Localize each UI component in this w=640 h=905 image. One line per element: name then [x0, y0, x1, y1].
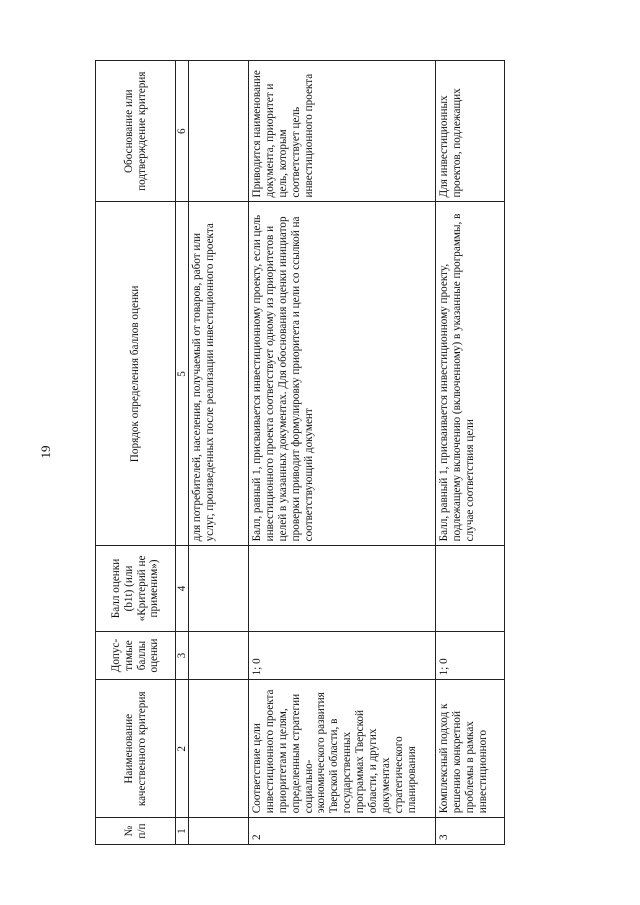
row-allowed-scores: 1; 0: [436, 631, 505, 680]
row-criterion-name: Комплексный подход к решению конкретной проблемы в рамках инвестиционного: [436, 680, 505, 818]
column-number: 2: [176, 680, 189, 818]
column-number: 3: [176, 631, 189, 680]
page-number: 19: [38, 445, 53, 459]
row-justification: Приводится наименование документа, приоритет и цель, которым соответствует цель инвестиционного проекта: [249, 61, 436, 202]
column-number: 5: [176, 202, 189, 546]
row-procedure: Балл, равный 1, присваивается инвестиционному проекту, если цель инвестиционного проекта соответствует одному из приоритетов и целей в указанных документах. Для обоснования оценки инициатор проверки приводит формулировку приоритета и цели со ссылкой на соответствующий документ: [249, 202, 436, 546]
row-score: [436, 546, 505, 631]
row-num: [189, 818, 249, 845]
column-number: 1: [176, 818, 189, 845]
table-row: [249, 61, 436, 845]
row-procedure: Балл, равный 1, присваивается инвестиционному проекту, подлежащему включению (включенному) в указанные программы, в случае соответствия цели: [436, 202, 505, 546]
row-criterion-name: Соответствие цели инвестиционного проекта приоритетам и целям, определенным стратегии социально-экономического развития Тверской области, в государственных программах Тверской области, и других документах стратегического планирования: [249, 680, 436, 818]
row-procedure: для потребителей, населения, получаемый от товаров, работ или услуг, произведенных после реализации инвестиционного проекта: [189, 202, 249, 546]
column-number-row: [176, 61, 189, 845]
header-allowed-scores: Допус-тимые баллы оценки: [96, 631, 176, 680]
table-header-row: [96, 61, 176, 845]
row-num: 2: [249, 818, 436, 845]
row-justification: [189, 61, 249, 202]
criteria-table: [95, 60, 505, 845]
table-row: [436, 61, 505, 845]
column-number: 4: [176, 546, 189, 631]
header-criterion-name: Наименование качественного критерия: [96, 680, 176, 818]
column-number: 6: [176, 61, 189, 202]
row-criterion-name: [189, 680, 249, 818]
row-score: [189, 546, 249, 631]
row-justification: Для инвестиционных проектов, подлежащих: [436, 61, 505, 202]
header-score: Балл оценки (b1t) (или «Критерий не применим»): [96, 546, 176, 631]
header-num: № п/п: [96, 818, 176, 845]
table-row: [189, 61, 249, 845]
rotated-table-container: [95, 60, 559, 845]
row-allowed-scores: 1; 0: [249, 631, 436, 680]
header-procedure: Порядок определения баллов оценки: [96, 202, 176, 546]
header-justification: Обоснование или подтверждение критерия: [96, 61, 176, 202]
row-score: [249, 546, 436, 631]
row-num: 3: [436, 818, 505, 845]
row-allowed-scores: [189, 631, 249, 680]
